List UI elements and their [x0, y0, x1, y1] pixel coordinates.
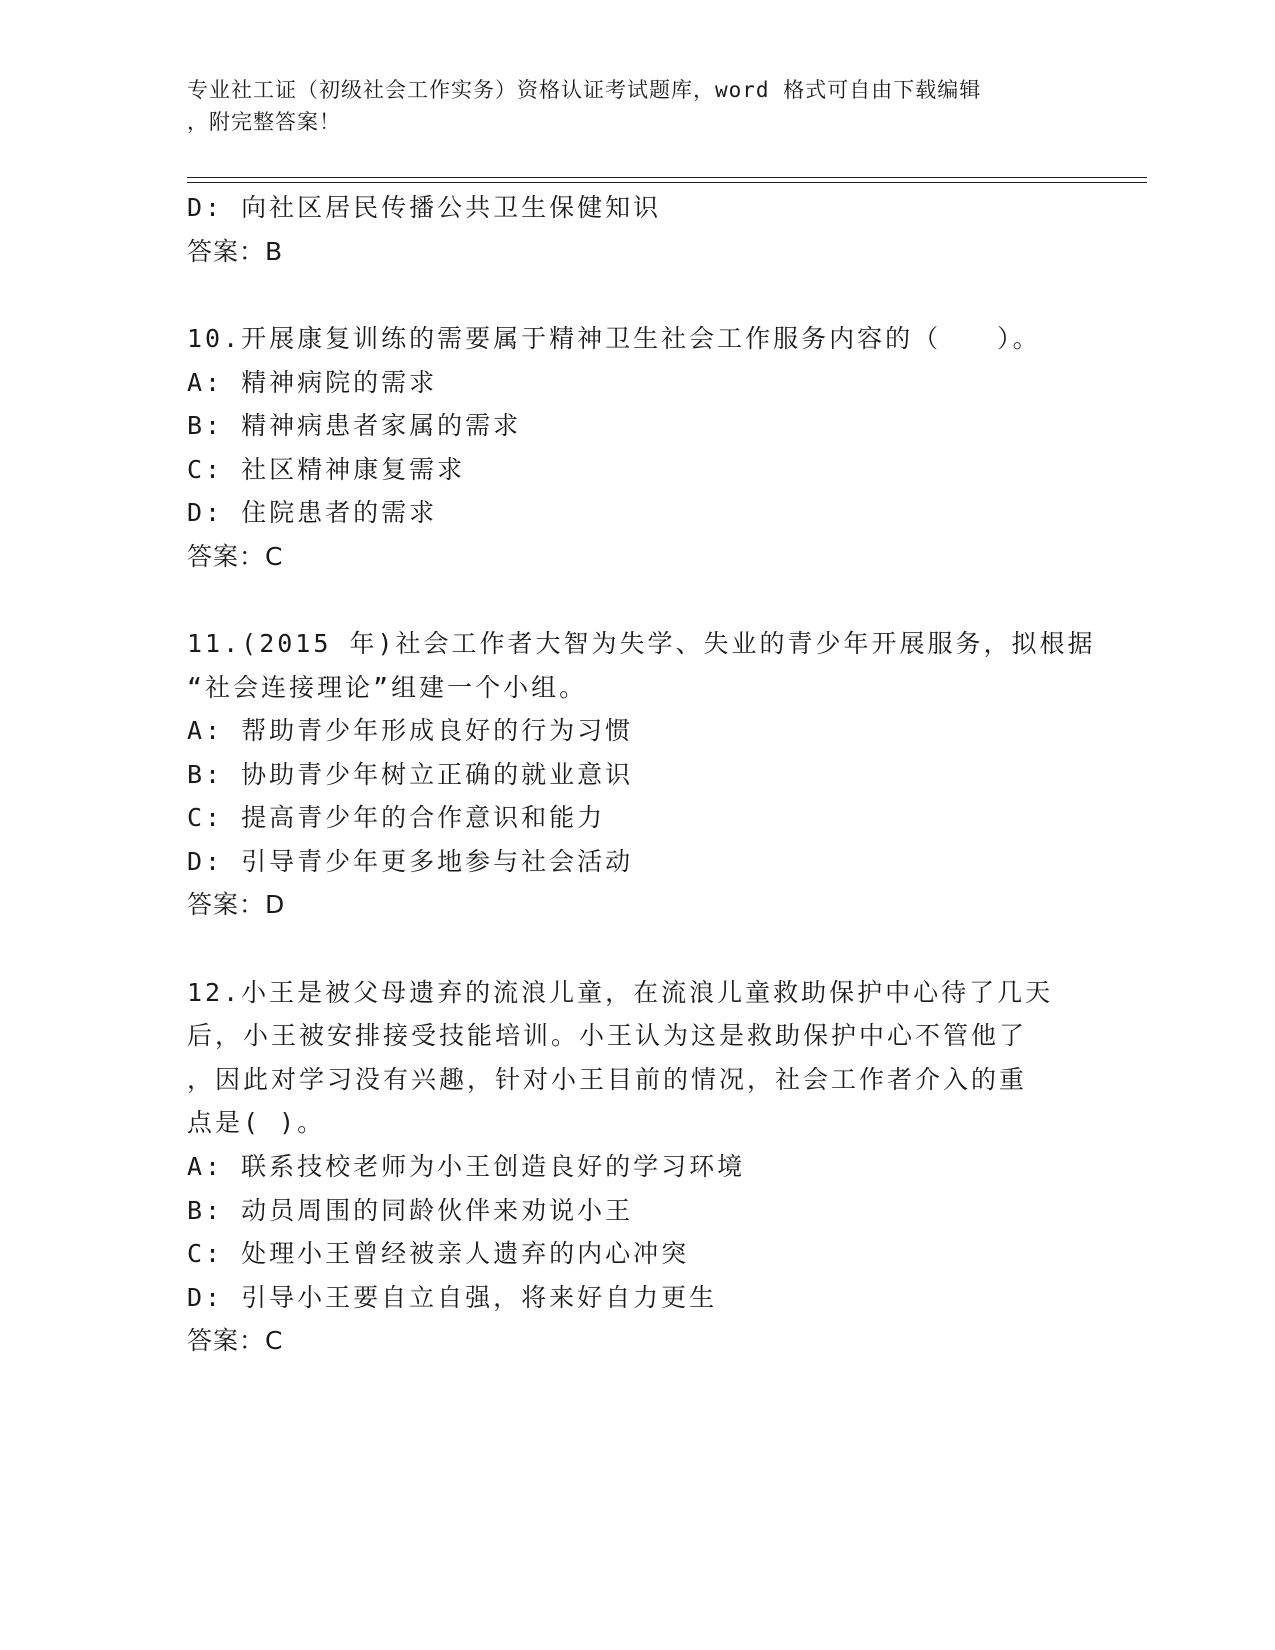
q10-stem-line-1: 10.开展康复训练的需要属于精神卫生社会工作服务内容的（ ）。 [187, 324, 1041, 353]
q11-option-d: D: 引导青少年更多地参与社会活动 [187, 847, 634, 876]
q11-option-a: A: 帮助青少年形成良好的行为习惯 [187, 716, 634, 745]
prev-answer: 答案：B [187, 237, 284, 266]
q10-answer: 答案：C [187, 542, 284, 571]
q11-stem-line-1: 11.(2015 年)社会工作者大智为失学、失业的青少年开展服务，拟根据 [187, 629, 1096, 658]
q12-stem-line-3: ，因此对学习没有兴趣，针对小王目前的情况，社会工作者介入的重 [187, 1065, 1028, 1094]
q12-stem-line-4: 点是( )。 [187, 1108, 326, 1137]
document-header [187, 74, 1067, 138]
header-line-1: 专业社工证（初级社会工作实务）资格认证考试题库，word 格式可自由下载编辑 [187, 78, 982, 102]
header-divider-bottom [187, 182, 1147, 183]
q12-option-c: C: 处理小王曾经被亲人遗弃的内心冲突 [187, 1239, 690, 1268]
q10-option-c: C: 社区精神康复需求 [187, 455, 466, 484]
q10-option-b: B: 精神病患者家属的需求 [187, 411, 522, 440]
q12-option-d: D: 引导小王要自立自强，将来好自力更生 [187, 1283, 718, 1312]
q11-stem-line-2: “社会连接理论”组建一个小组。 [187, 673, 588, 702]
q12-stem-line-1: 12.小王是被父母遗弃的流浪儿童，在流浪儿童救助保护中心待了几天 [187, 978, 1054, 1007]
q11-option-c: C: 提高青少年的合作意识和能力 [187, 803, 606, 832]
header-divider-top [187, 177, 1147, 178]
q11-option-b: B: 协助青少年树立正确的就业意识 [187, 760, 634, 789]
q11-answer: 答案：D [187, 890, 286, 919]
q12-option-a: A: 联系技校老师为小王创造良好的学习环境 [187, 1152, 746, 1181]
q12-stem-line-2: 后，小王被安排接受技能培训。小王认为这是救助保护中心不管他了 [187, 1021, 1028, 1050]
q12-answer: 答案：C [187, 1326, 284, 1355]
prev-option-d: D: 向社区居民传播公共卫生保健知识 [187, 193, 662, 222]
header-line-2: ，附完整答案！ [187, 110, 341, 134]
q10-option-a: A: 精神病院的需求 [187, 368, 438, 397]
q10-option-d: D: 住院患者的需求 [187, 498, 438, 527]
q12-option-b: B: 动员周围的同龄伙伴来劝说小王 [187, 1196, 634, 1225]
